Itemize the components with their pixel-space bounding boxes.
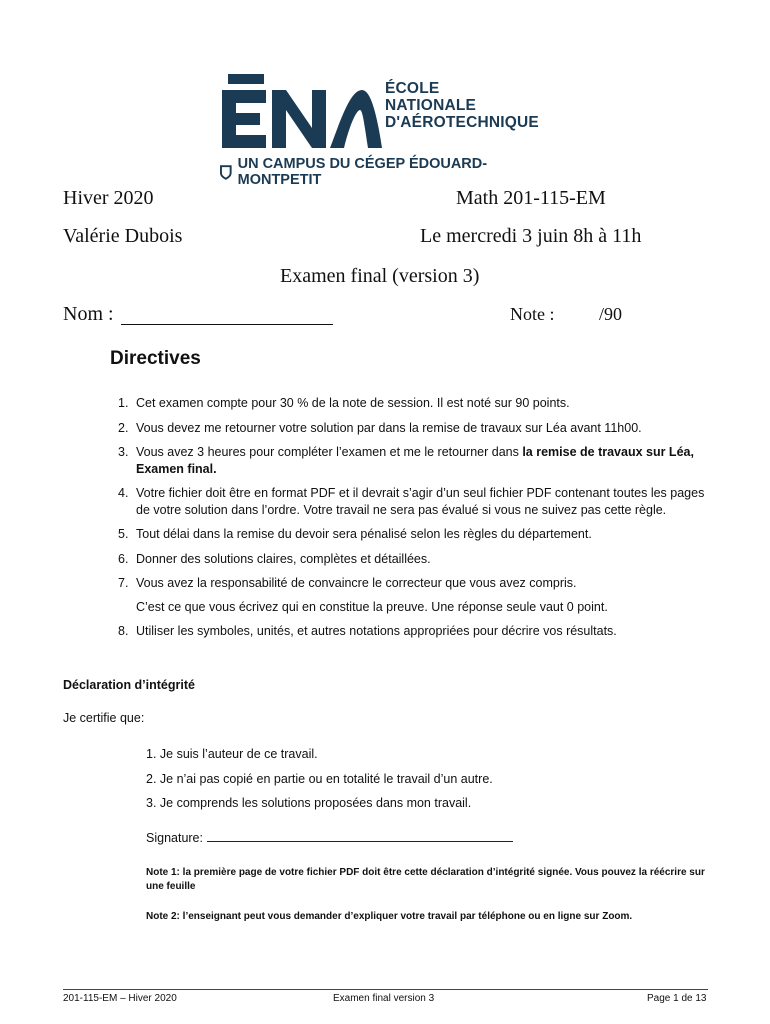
signature-field[interactable] bbox=[146, 829, 513, 845]
logo-line-3: D'AÉROTECHNIQUE bbox=[385, 114, 539, 131]
directives-heading: Directives bbox=[110, 348, 201, 369]
directive-item-continuation: C’est ce que vous écrivez qui en constitue la preuve. Une réponse seule vaut 0 point. bbox=[136, 599, 608, 614]
note-2: Note 2: l’enseignant peut vous demander d’expliquer votre travail par téléphone ou en ligne sur Zoom. bbox=[146, 911, 633, 922]
logo-line-2: NATIONALE bbox=[385, 97, 477, 114]
term-label: Hiver 2020 bbox=[63, 187, 154, 209]
integrity-item: 2. Je n’ai pas copié en partie ou en totalité le travail d’un autre. bbox=[146, 771, 493, 786]
signature-line[interactable] bbox=[207, 829, 513, 842]
integrity-item: 3. Je comprends les solutions proposées dans mon travail. bbox=[146, 796, 472, 810]
directive-item: 1. Cet examen compte pour 30 % de la note de session. Il est noté sur 90 points. bbox=[118, 396, 570, 410]
logo-line-1: ÉCOLE bbox=[385, 80, 440, 97]
course-code: Math 201-115-EM bbox=[456, 187, 606, 209]
campus-tagline bbox=[220, 156, 560, 188]
footer-divider bbox=[63, 989, 708, 990]
name-field[interactable] bbox=[63, 303, 333, 325]
exam-date: Le mercredi 3 juin 8h à 11h bbox=[420, 225, 642, 247]
teacher-name: Valérie Dubois bbox=[63, 225, 183, 247]
shield-icon bbox=[220, 165, 232, 180]
ena-logo-mark bbox=[222, 72, 382, 150]
directive-item: 2. Vous devez me retourner votre solution par dans la remise de travaux sur Léa avant 11h00. bbox=[118, 420, 642, 435]
certify-text: Je certifie que: bbox=[63, 711, 145, 725]
integrity-heading: Déclaration d’intégrité bbox=[63, 678, 195, 692]
note-1: Note 1: la première page de votre fichier PDF doit être cette déclaration d’intégrité signée. Vous pouvez la réécrire sur une feuille bbox=[146, 867, 705, 892]
footer-left: 201-115-EM – Hiver 2020 bbox=[63, 993, 177, 1004]
signature-label: Signature: bbox=[146, 831, 203, 845]
name-underline[interactable] bbox=[121, 306, 333, 325]
directives-list bbox=[88, 395, 708, 648]
footer-page-number: Page 1 de 13 bbox=[647, 993, 707, 1004]
footer-center: Examen final version 3 bbox=[333, 993, 435, 1004]
school-logo bbox=[220, 72, 560, 188]
directive-item: 7. Vous avez la responsabilité de convaincre le correcteur que vous avez compris. bbox=[118, 576, 577, 590]
grade-total: /90 bbox=[599, 304, 623, 324]
directive-item: 3. Vous avez 3 heures pour compléter l’examen et me le retourner dans la remise de travaux sur Léa, Examen final. bbox=[118, 445, 694, 476]
integrity-list bbox=[146, 746, 493, 820]
directive-item: 5. Tout délai dans la remise du devoir sera pénalisé selon les règles du département. bbox=[118, 527, 592, 541]
exam-title: Examen final (version 3) bbox=[280, 265, 480, 287]
grade-label: Note : bbox=[510, 304, 555, 324]
campus-text: UN CAMPUS DU CÉGEP ÉDOUARD-MONTPETIT bbox=[237, 156, 488, 188]
integrity-item: 1. Je suis l’auteur de ce travail. bbox=[146, 747, 318, 761]
name-label: Nom : bbox=[63, 303, 119, 325]
directive-item: 6. Donner des solutions claires, complètes et détaillées. bbox=[118, 551, 431, 566]
logo-wordmark bbox=[385, 80, 539, 131]
directive-item: 8. Utiliser les symboles, unités, et autres notations appropriées pour décrire vos résultats. bbox=[118, 624, 617, 638]
directive-item: 4. Votre fichier doit être en format PDF et il devrait s’agir d’un seul fichier PDF contenant toutes les pages de votre solution dans l’ordre. Votre travail ne sera pas évalué si vous ne suivez pas cette règle. bbox=[118, 486, 705, 517]
